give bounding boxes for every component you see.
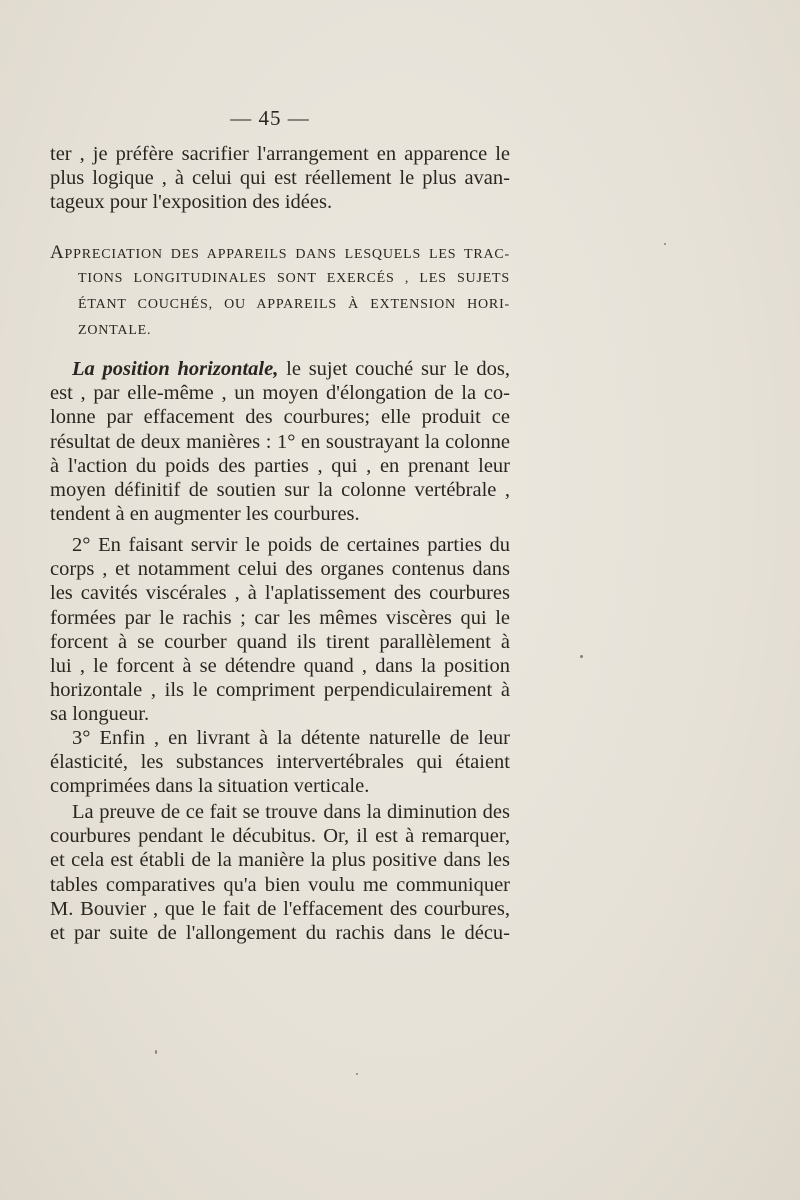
paragraph-horizontal-position [50,357,510,526]
paragraph-proof [50,800,510,945]
text-line: tendent à en augmenter les courbures. [50,503,360,526]
text-line: horizontale , ils le compriment perpendiculairement à [50,679,510,702]
paragraph-point-3 [50,726,510,799]
paragraph-point-2 [50,533,510,727]
text-line: est , par elle-même , un moyen d'élongation de la co- [50,382,510,405]
italic-lead: La position horizontale, [72,358,279,380]
text-line: lonne par effacement des courbures; elle produit ce [50,406,510,429]
text-line: tables comparatives qu'a bien voulu me communiquer [50,873,510,896]
text-line: les cavités viscérales , à l'aplatissement des courbures [50,582,510,605]
text-line: M. Bouvier , que le fait de l'effacement des courbures, [50,897,510,920]
text-line: tageux pour l'exposition des idées. [50,191,333,214]
text-line: formées par le rachis ; car les mêmes viscères qui le [50,606,510,629]
paper-speck [580,655,583,658]
paragraph-continuation [50,142,510,215]
text-line: sa longueur. [50,703,150,726]
heading-initial: A [50,242,65,263]
heading-line-text: PPRECIATION DES APPAREILS DANS LESQUELS LES TRAC- [64,247,510,262]
text-line: 3° Enfin , en livrant à la détente naturelle de leur [72,727,510,749]
text-line: et par suite de l'allongement du rachis dans le décu- [50,921,510,944]
text-line: élasticité, les substances intervertébrales qui étaient [50,751,510,774]
text-line: plus logique , à celui qui est réellement le plus avan- [50,167,510,190]
heading-line: ZONTALE. [78,323,152,338]
text-line: à l'action du poids des parties , qui , en prenant leur [50,454,510,477]
text-line: comprimées dans la situation verticale. [50,775,370,798]
heading-line: TIONS LONGITUDINALES SONT EXERCÉS , LES SUJETS [78,271,510,286]
paper-speck [356,1073,358,1075]
text-line: et cela est établi de la manière la plus positive dans les [50,849,510,872]
text-line-rest: le sujet couché sur le dos, [278,358,510,380]
text-line: lui , le forcent à se détendre quand , dans la position [50,654,510,677]
heading-line: ÉTANT COUCHÉS, OU APPAREILS À EXTENSION HORI- [78,297,510,312]
paper-speck [155,1050,157,1054]
text-line: 2° En faisant servir le poids de certaines parties du [72,534,510,556]
text-line [50,357,510,381]
text-line: forcent à se courber quand ils tirent parallèlement à [50,630,510,653]
text-line: corps , et notamment celui des organes contenus dans [50,558,510,581]
text-line: moyen définitif de soutien sur la colonne vertébrale , [50,478,510,501]
heading-line [50,240,510,266]
text-line: courbures pendant le décubitus. Or, il est à remarquer, [50,825,510,848]
text-line: ter , je préfère sacrifier l'arrangement en apparence le [50,143,510,165]
text-line: La preuve de ce fait se trouve dans la diminution des [72,801,510,823]
text-line: résultat de deux manières : 1° en soustrayant la colonne [50,430,510,453]
paper-speck [664,243,666,245]
page-number: — 45 — [230,106,310,130]
section-heading [50,240,510,344]
